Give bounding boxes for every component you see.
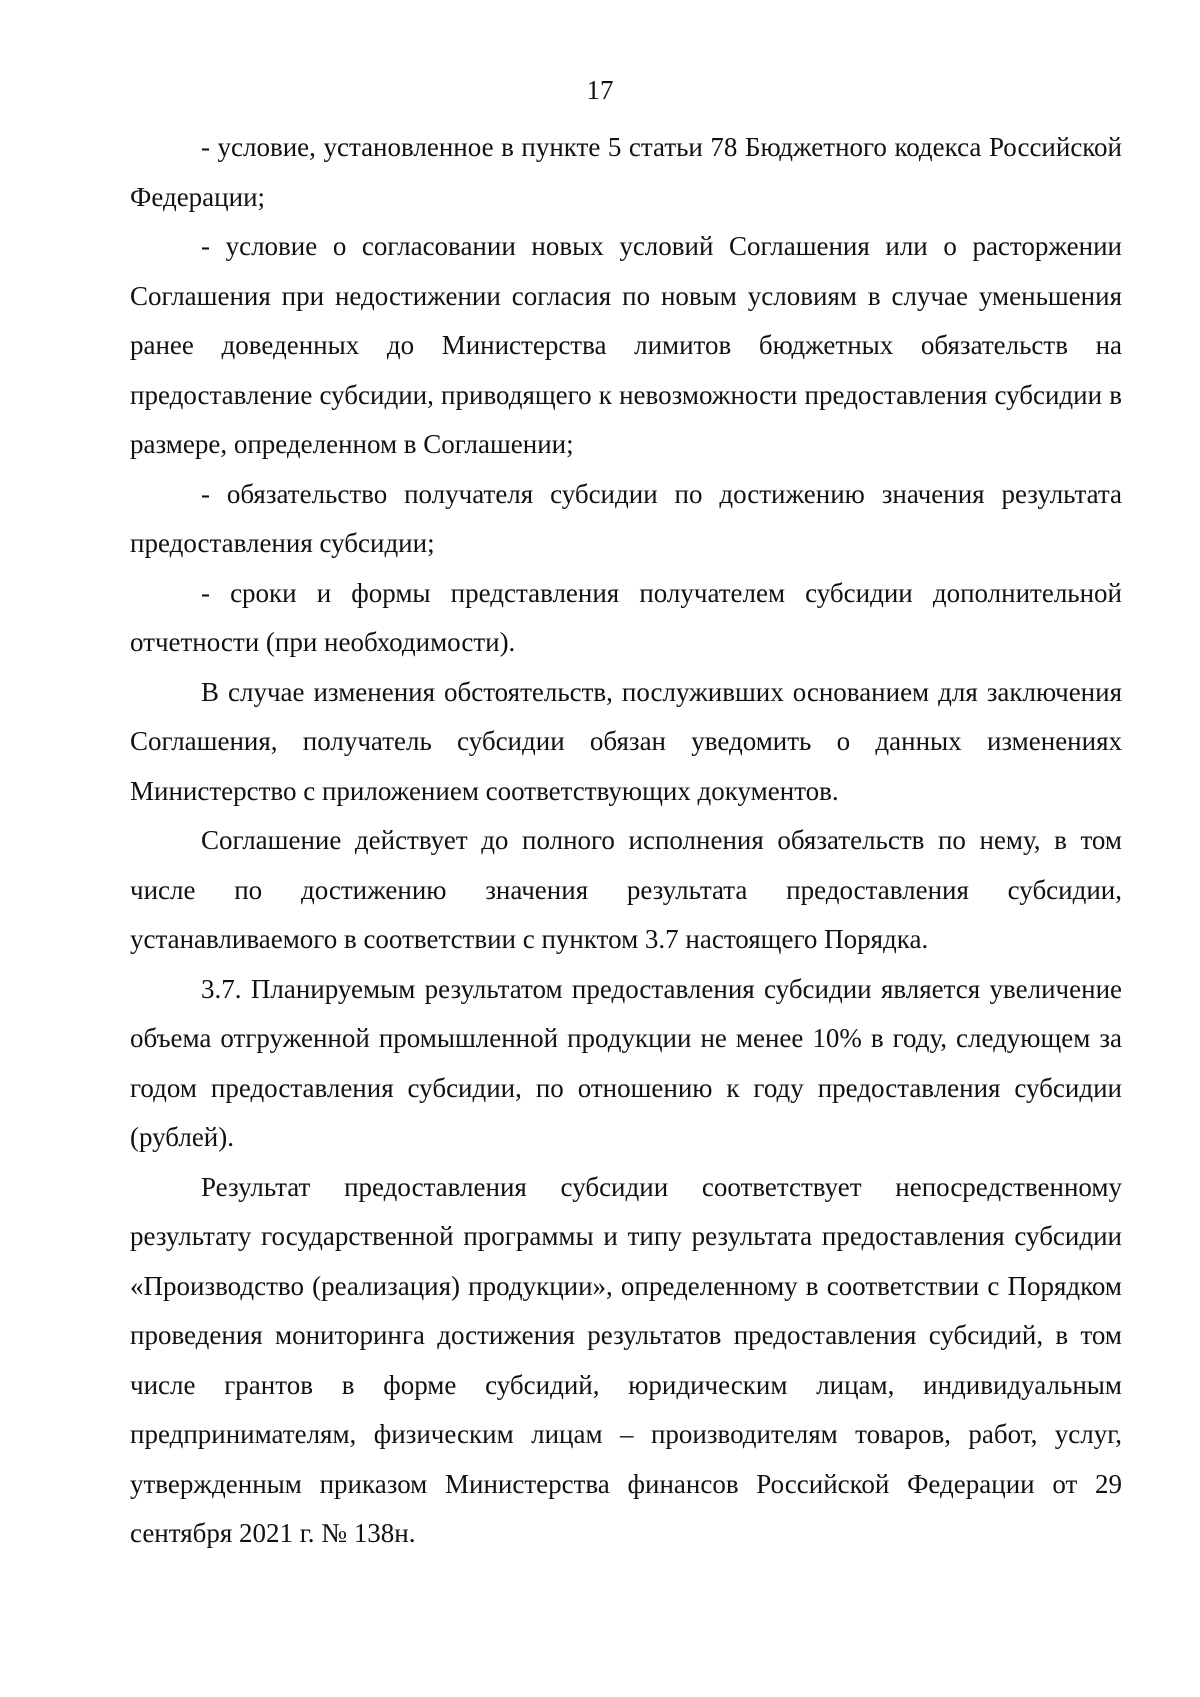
paragraph-recipient-obligation: - обязательство получателя субсидии по достижению значения результата предоставления субсидии; <box>130 478 1122 558</box>
document-body <box>130 123 1122 1559</box>
paragraph-budget-code-condition: - условие, установленное в пункте 5 статьи 78 Бюджетного кодекса Российской Федерации; <box>130 132 1122 212</box>
paragraph-planned-result: 3.7. Планируемым результатом предоставления субсидии является увеличение объема отгруженной промышленной продукции не менее 10% в году, следующем за годом предоставления субсидии, по отношению к году предоставления субсидии (рублей). <box>130 973 1122 1152</box>
paragraph-change-notification: В случае изменения обстоятельств, послуживших основанием для заключения Соглашения, получатель субсидии обязан уведомить о данных изменениях Министерство с приложением соответствующих документов. <box>130 676 1122 806</box>
paragraph-agreement-termination-condition: - условие о согласовании новых условий Соглашения или о расторжении Соглашения при недостижении согласия по новым условиям в случае уменьшения ранее доведенных до Министерства лимитов бюджетных обязательств на предоставление субсидии, приводящего к невозможности предоставления субсидии в размере, определенном в Соглашении; <box>130 231 1122 459</box>
paragraph-reporting-terms: - сроки и формы представления получателем субсидии дополнительной отчетности (при необходимости). <box>130 577 1122 657</box>
paragraph-agreement-validity: Соглашение действует до полного исполнения обязательств по нему, в том числе по достижению значения результата предоставления субсидии, устанавливаемого в соответствии с пунктом 3.7 настоящего Порядка. <box>130 825 1122 954</box>
paragraph-result-correspondence: Результат предоставления субсидии соответствует непосредственному результату государственной программы и типу результата предоставления субсидии «Производство (реализация) продукции», определенному в соответствии с Порядком проведения мониторинга достижения результатов предоставления субсидий, в том числе грантов в форме субсидий, юридическим лицам, индивидуальным предпринимателям, физическим лицам – производителям товаров, работ, услуг, утвержденным приказом Министерства финансов Российской Федерации от 29 сентября 2021 г. № 138н. <box>130 1171 1122 1548</box>
page-number: 17 <box>586 75 614 105</box>
